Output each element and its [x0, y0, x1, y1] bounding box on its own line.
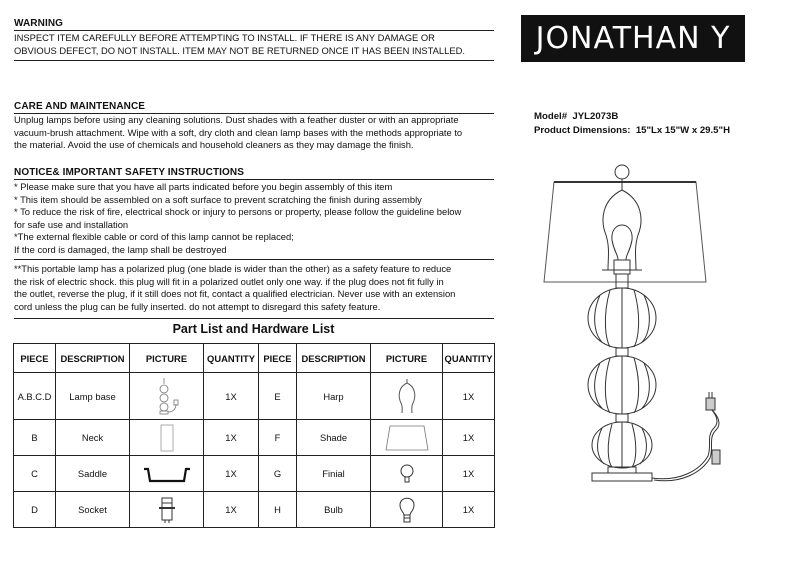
description-cell: Finial — [297, 456, 371, 492]
picture-cell — [130, 456, 204, 492]
safety-line: * Please make sure that you have all parts indicated before you begin assembly of this item — [14, 181, 393, 192]
divider — [14, 30, 494, 31]
quantity-cell: 1X — [204, 420, 259, 456]
safety-line: * This item should be assembled on a soft surface to prevent scratching the finish during assembly — [14, 193, 422, 205]
quantity-cell: 1X — [204, 456, 259, 492]
safety-text — [14, 181, 461, 257]
warning-heading: WARNING — [14, 18, 64, 29]
plug-line: the outlet, reverse the plug, if it still does not fit, contact a qualified electrician. Never use with an extension — [14, 288, 456, 300]
column-header: PIECE — [14, 344, 56, 373]
description-cell: Saddle — [56, 456, 130, 492]
piece-cell: D — [14, 492, 56, 528]
brand-logo: JONATHAN Y — [521, 15, 745, 62]
piece-cell: C — [14, 456, 56, 492]
parts-table — [13, 343, 495, 528]
safety-line: for safe use and installation — [14, 218, 129, 230]
column-header: QUANTITY — [443, 344, 495, 373]
picture-cell — [371, 456, 443, 492]
piece-cell: G — [259, 456, 297, 492]
safety-line: * To reduce the risk of fire, electrical shock or injury to persons or property, please follow the guideline below — [14, 206, 462, 218]
quantity-cell: 1X — [443, 456, 495, 492]
column-header: DESCRIPTION — [56, 344, 130, 373]
safety-line: *The external flexible cable or cord of this lamp cannot be replaced; — [14, 231, 294, 243]
warning-line-2: OBVIOUS DEFECT, DO NOT INSTALL. ITEM MAY NOT BE RETURNED ONCE IT HAS BEEN INSTALLED. — [14, 45, 465, 56]
harp-icon — [392, 377, 422, 415]
column-header: DESCRIPTION — [297, 344, 371, 373]
care-text — [14, 114, 462, 152]
plug-line: **This portable lamp has a polarized plug (one blade is wider than the other) as a safety feature to reduce — [14, 263, 452, 274]
saddle-icon — [140, 461, 194, 487]
socket-icon — [155, 495, 179, 525]
plug-text — [14, 263, 455, 313]
dimensions-value: 15"Lx 15"W x 29.5"H — [635, 125, 730, 136]
quantity-cell: 1X — [443, 420, 495, 456]
divider — [14, 259, 494, 260]
picture-cell — [130, 420, 204, 456]
model-info — [534, 110, 730, 138]
description-cell: Shade — [297, 420, 371, 456]
column-header: PIECE — [259, 344, 297, 373]
table-row — [14, 420, 495, 456]
column-header: QUANTITY — [204, 344, 259, 373]
care-line: the material. Avoid the use of chemicals and household cleaners as they may damage the finish. — [14, 139, 414, 151]
piece-cell: H — [259, 492, 297, 528]
piece-cell: E — [259, 373, 297, 420]
safety-heading: NOTICE& IMPORTANT SAFETY INSTRUCTIONS — [14, 167, 244, 178]
finial-icon — [397, 462, 417, 486]
description-cell: Lamp base — [56, 373, 130, 420]
care-heading: CARE AND MAINTENANCE — [14, 101, 146, 112]
lamp-base-icon — [152, 376, 182, 416]
picture-cell — [130, 373, 204, 420]
column-header: PICTURE — [130, 344, 204, 373]
parts-title: Part List and Hardware List — [172, 322, 335, 336]
quantity-cell: 1X — [204, 373, 259, 420]
care-line: vacuum-brush attachment. Wipe with a soft, dry cloth and clean lamp bases with the methods appropriate to — [14, 126, 463, 138]
care-line: Unplug lamps before using any cleaning solutions. Dust shades with a feather duster or with an appropriate — [14, 114, 459, 125]
safety-line: If the cord is damaged, the lamp shall be destroyed — [14, 243, 227, 255]
piece-cell: F — [259, 420, 297, 456]
neck-icon — [157, 423, 177, 453]
picture-cell — [371, 492, 443, 528]
plug-line: the risk of electric shock. this plug will fit in a polarized outlet only one way. if the plug does not fit fully in — [14, 275, 444, 287]
divider — [14, 60, 494, 61]
description-cell: Neck — [56, 420, 130, 456]
table-row — [14, 492, 495, 528]
warning-line-1: INSPECT ITEM CAREFULLY BEFORE ATTEMPTING TO INSTALL. IF THERE IS ANY DAMAGE OR — [14, 32, 435, 43]
plug-line: cord unless the plug can be fully inserted. do not attempt to disregard this safety feature. — [14, 300, 381, 312]
table-row — [14, 373, 495, 420]
quantity-cell: 1X — [443, 373, 495, 420]
lamp-illustration — [530, 160, 800, 490]
piece-cell: B — [14, 420, 56, 456]
table-header-row — [14, 344, 495, 373]
description-cell: Socket — [56, 492, 130, 528]
quantity-cell: 1X — [443, 492, 495, 528]
divider — [14, 318, 494, 319]
model-label: Model# — [534, 111, 568, 122]
dimensions-label: Product Dimensions: — [534, 125, 631, 136]
description-cell: Harp — [297, 373, 371, 420]
picture-cell — [371, 420, 443, 456]
quantity-cell: 1X — [204, 492, 259, 528]
column-header: PICTURE — [371, 344, 443, 373]
picture-cell — [371, 373, 443, 420]
piece-cell: A.B.C.D — [14, 373, 56, 420]
picture-cell — [130, 492, 204, 528]
bulb-icon — [396, 494, 418, 526]
shade-icon — [382, 423, 432, 453]
model-value: JYL2073B — [572, 111, 619, 122]
divider — [14, 179, 494, 180]
table-row — [14, 456, 495, 492]
description-cell: Bulb — [297, 492, 371, 528]
